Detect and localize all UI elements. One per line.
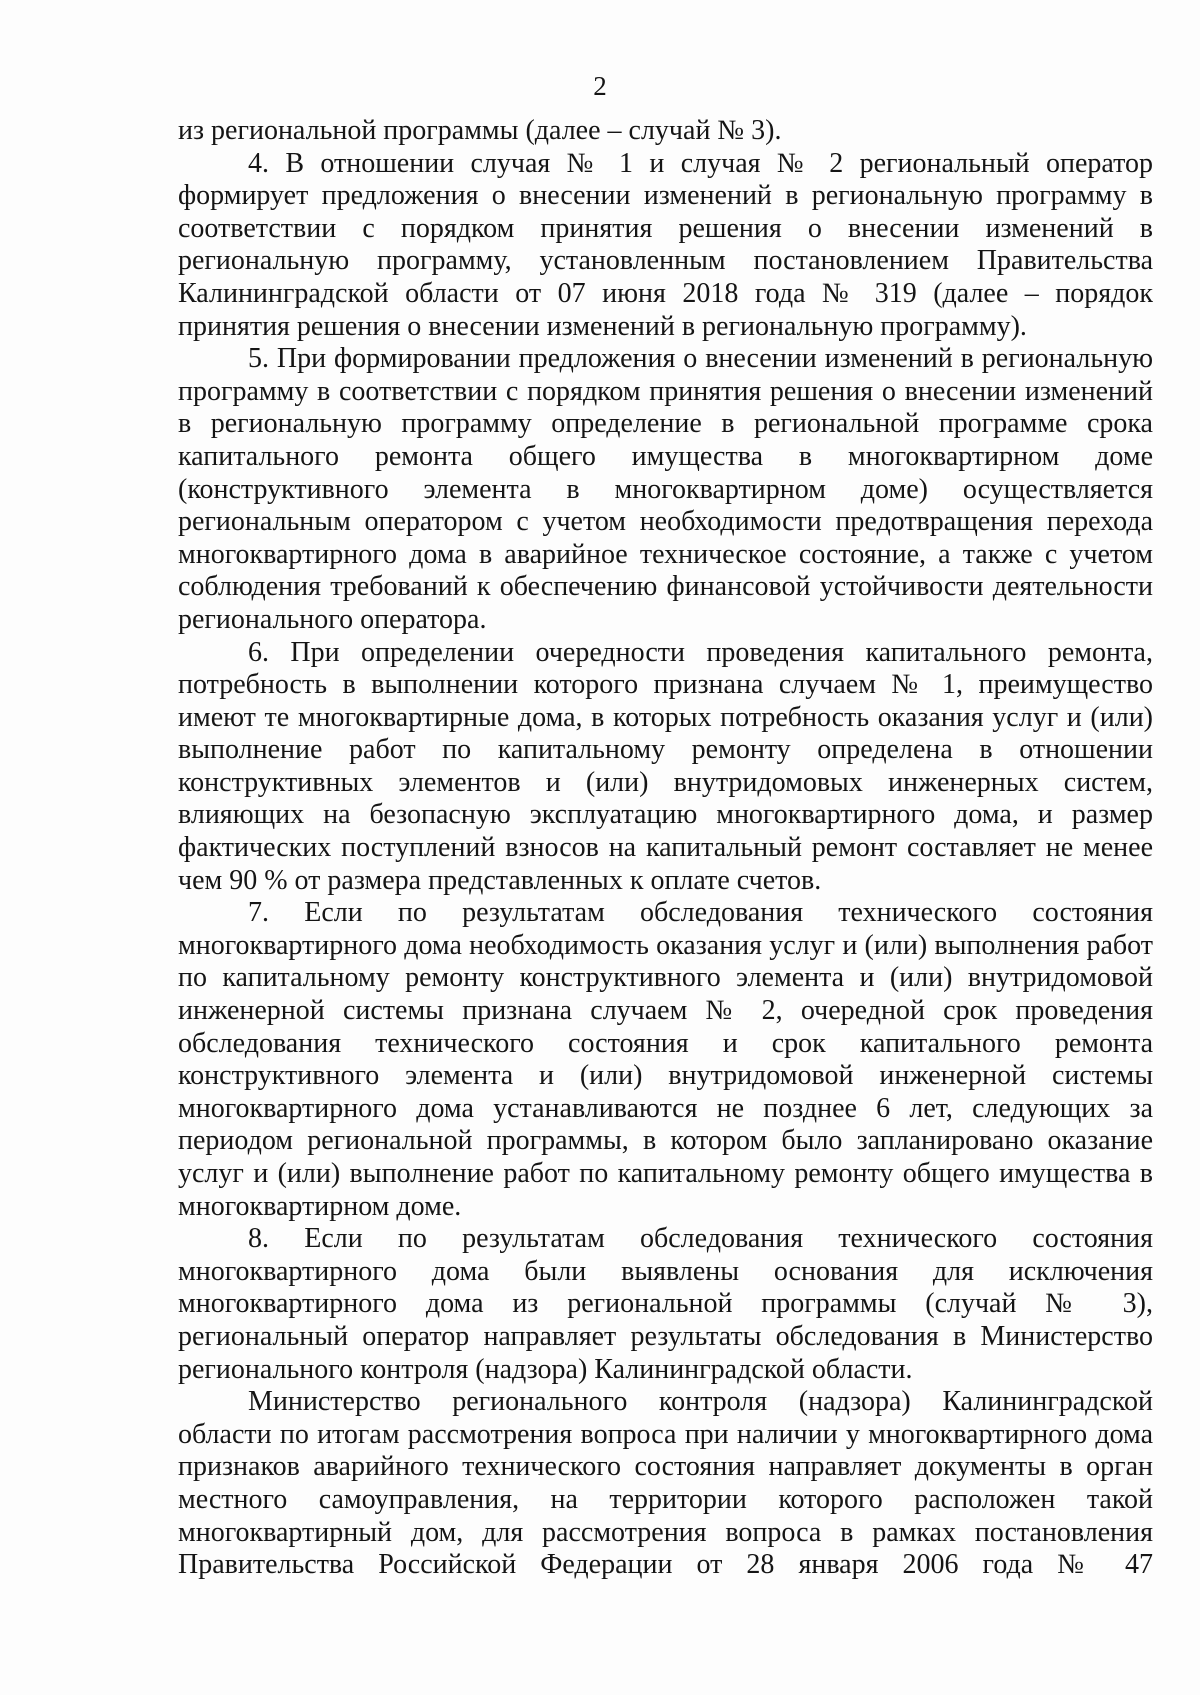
document-body — [178, 115, 1153, 1582]
page-number: 2 — [593, 71, 607, 101]
paragraph-item-4: 4. В отношении случая № 1 и случая № 2 региональный оператор формирует предложения о внесении изменений в региональную программу в соответствии с порядком принятия решения о внесении изменений в региональную программу, установленным постановлением Правительства Калининградской области от 07 июня 2018 года № 319 (далее – порядок принятия решения о внесении изменений в региональную программу). — [178, 147, 1153, 342]
paragraph-item-7: 7. Если по результатам обследования технического состояния многоквартирного дома необходимость оказания услуг и (или) выполнения работ по капитальному ремонту конструктивного элемента и (или) внутридомовой инженерной системы признана случаем № 2, очередной срок проведения обследования технического состояния и срок капитального ремонта конструктивного элемента и (или) внутридомовой инженерной системы многоквартирного дома устанавливаются не позднее 6 лет, следующих за периодом региональной программы, в котором было запланировано оказание услуг и (или) выполнение работ по капитальному ремонту общего имущества в многоквартирном доме. — [178, 897, 1153, 1222]
paragraph-item-5: 5. При формировании предложения о внесении изменений в региональную программу в соответствии с порядком принятия решения о внесении изменений в региональную программу определение в региональной программе срока капитального ремонта общего имущества в многоквартирном доме (конструктивного элемента в многоквартирном доме) осуществляется региональным оператором с учетом необходимости предотвращения перехода многоквартирного дома в аварийное техническое состояние, а также с учетом соблюдения требований к обеспечению финансовой устойчивости деятельности регионального оператора. — [178, 343, 1153, 635]
paragraph-item-6: 6. При определении очередности проведения капитального ремонта, потребность в выполнении которого признана случаем № 1, преимущество имеют те многоквартирные дома, в которых потребность оказания услуг и (или) выполнение работ по капитальному ремонту определена в отношении конструктивных элементов и (или) внутридомовых инженерных систем, влияющих на безопасную эксплуатацию многоквартирного дома, и размер фактических поступлений взносов на капитальный ремонт составляет не менее чем 90 % от размера представленных к оплате счетов. — [178, 636, 1153, 896]
paragraph-ministry: Министерство регионального контроля (надзора) Калининградской области по итогам рассмотрения вопроса при наличии у многоквартирного дома признаков аварийного технического состояния направляет документы в орган местного самоуправления, на территории которого расположен такой многоквартирный дом, для рассмотрения вопроса в рамках постановления Правительства Российской Федерации от 28 января 2006 года № 47 — [178, 1386, 1153, 1581]
paragraph-item-8: 8. Если по результатам обследования технического состояния многоквартирного дома были выявлены основания для исключения многоквартирного дома из региональной программы (случай № 3), региональный оператор направляет результаты обследования в Министерство регионального контроля (надзора) Калининградской области. — [178, 1223, 1153, 1385]
paragraph-case-3-continuation: из региональной программы (далее – случай № 3). — [178, 115, 782, 146]
